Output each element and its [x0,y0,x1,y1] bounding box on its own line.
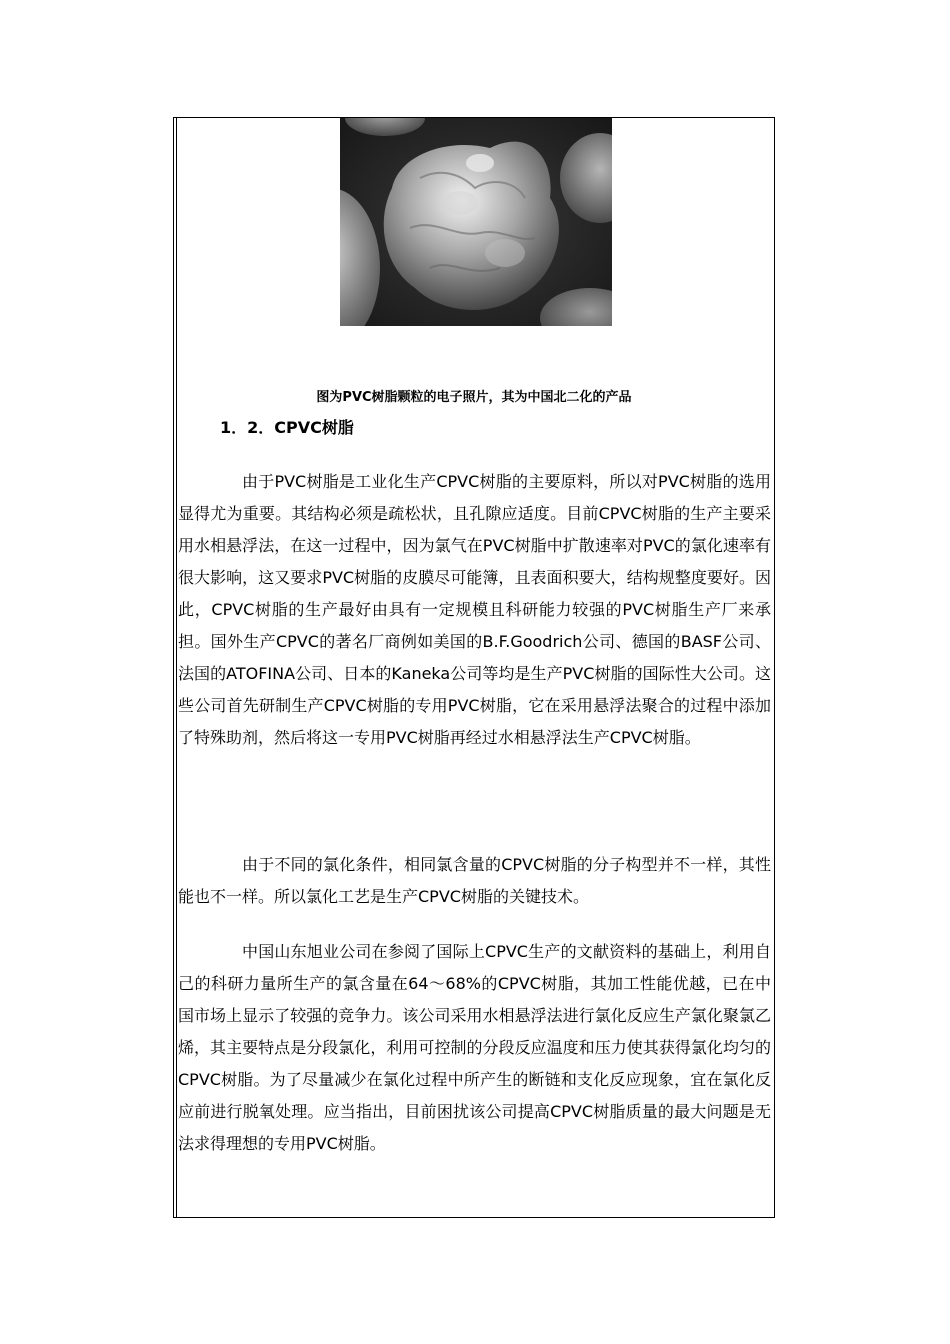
micrograph-image [340,118,612,326]
section-heading: 1．2．CPVC树脂 [220,418,354,437]
paragraph-1: 由于PVC树脂是工业化生产CPVC树脂的主要原料，所以对PVC树脂的选用显得尤为重要。其结构必须是疏松状，且孔隙应适度。目前CPVC树脂的生产主要采用水相悬浮法，在这一过程中，因为氯气在PVC树脂中扩散速率对PVC的氯化速率有很大影响，这又要求PVC树脂的皮膜尽可能簿，且表面积要大，结构规整度要好。因此，CPVC树脂的生产最好由具有一定规模且科研能力较强的PVC树脂生产厂来承担。国外生产CPVC的著名厂商例如美国的B.F.Goodrich公司、德国的BASF公司、法国的ATOFINA公司、日本的Kaneka公司等均是生产PVC树脂的国际性大公司。这些公司首先研制生产CPVC树脂的专用PVC树脂，它在采用悬浮法聚合的过程中添加了特殊助剂，然后将这一专用PVC树脂再经过水相悬浮法生产CPVC树脂。 [178,472,771,747]
pvc-resin-micrograph [340,118,612,326]
paragraph-2: 由于不同的氯化条件，相同氯含量的CPVC树脂的分子构型并不一样，其性能也不一样。所以氯化工艺是生产CPVC树脂的关键技术。 [178,855,771,906]
paragraph-3: 中国山东旭业公司在参阅了国际上CPVC生产的文献资料的基础上，利用自己的科研力量所生产的氯含量在64～68%的CPVC树脂，其加工性能优越，已在中国市场上显示了较强的竞争力。该公司采用水相悬浮法进行氯化反应生产氯化聚氯乙烯，其主要特点是分段氯化，利用可控制的分段反应温度和压力使其获得氯化均匀的CPVC树脂。为了尽量减少在氯化过程中所产生的断链和支化反应现象，宜在氯化反应前进行脱氧处理。应当指出，目前困扰该公司提高CPVC树脂质量的最大问题是无法求得理想的专用PVC树脂。 [178,942,771,1153]
figure-caption: 图为PVC树脂颗粒的电子照片，其为中国北二化的产品 [316,390,632,405]
document-frame [173,117,775,1218]
